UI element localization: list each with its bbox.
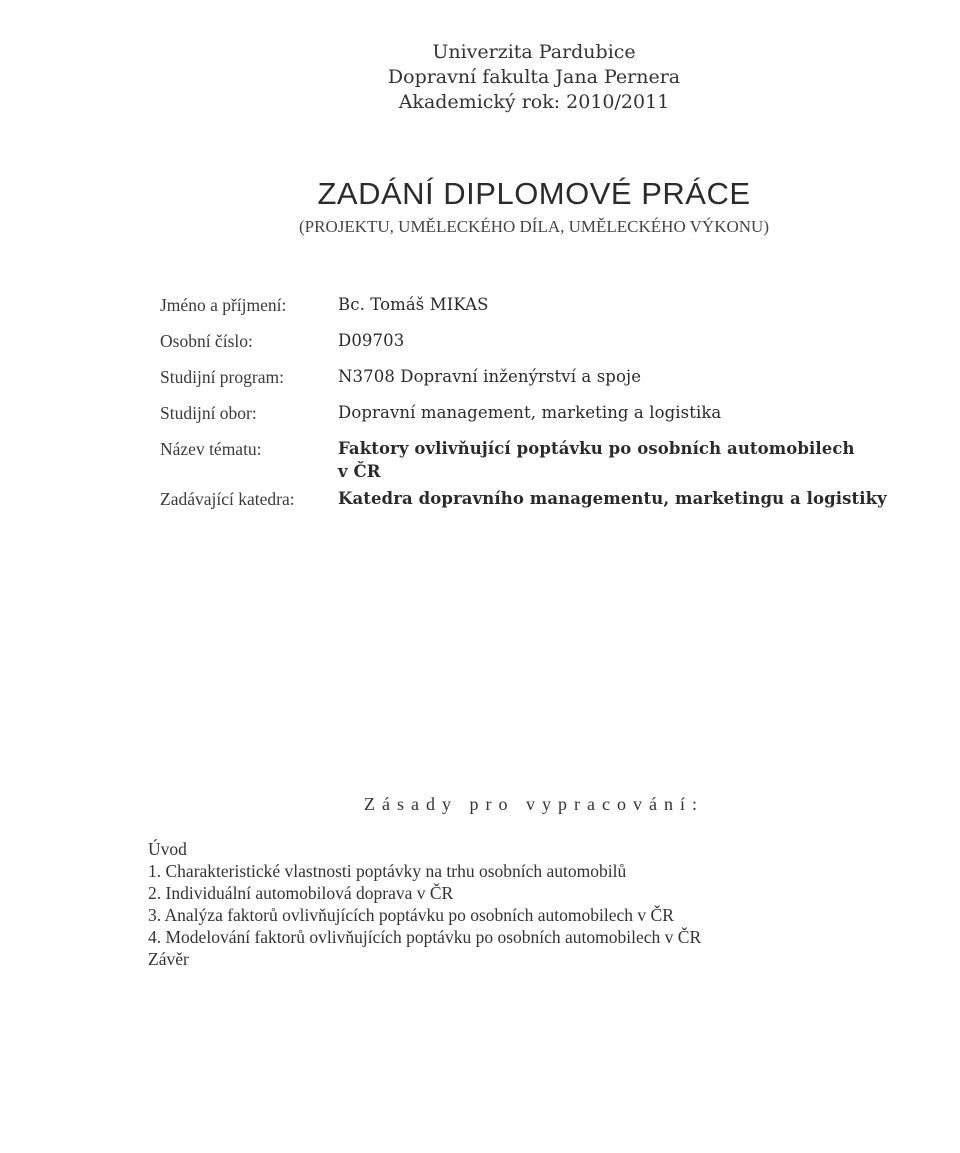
- outline-item: Závěr: [148, 949, 189, 969]
- info-row-field: [160, 400, 940, 426]
- topic-label: Název tématu:: [160, 439, 262, 459]
- principles-heading: Zásady pro vypracování:: [364, 794, 704, 814]
- student-info-table: [160, 292, 940, 522]
- info-row-name: [160, 292, 940, 318]
- document-subtitle: (PROJEKTU, UMĚLECKÉHO DÍLA, UMĚLECKÉHO VÝKONU): [299, 217, 769, 236]
- academic-year: Akademický rok: 2010/2011: [398, 91, 670, 113]
- document-header: [0, 40, 960, 115]
- field-label: Studijní obor:: [160, 403, 257, 423]
- outline-item: 3. Analýza faktorů ovlivňujících poptávku po osobních automobilech v ČR: [148, 905, 674, 925]
- info-row-topic: [160, 436, 940, 482]
- topic-value-line1: Faktory ovlivňující poptávku po osobních automobilech: [338, 439, 855, 458]
- name-label: Jméno a příjmení:: [160, 295, 287, 315]
- department-label: Zadávající katedra:: [160, 489, 295, 509]
- id-value: D09703: [338, 331, 405, 350]
- info-row-id: [160, 328, 940, 354]
- outline-item: 4. Modelování faktorů ovlivňujících poptávku po osobních automobilech v ČR: [148, 927, 702, 947]
- university-name: Univerzita Pardubice: [432, 41, 636, 63]
- faculty-name: Dopravní fakulta Jana Pernera: [387, 66, 681, 88]
- department-value: Katedra dopravního managementu, marketingu a logistiky: [338, 489, 887, 508]
- id-label: Osobní číslo:: [160, 331, 253, 351]
- name-value: Bc. Tomáš MIKAS: [338, 295, 489, 314]
- info-row-program: [160, 364, 940, 390]
- topic-value: [338, 436, 940, 482]
- program-value: N3708 Dopravní inženýrství a spoje: [338, 367, 642, 386]
- outline-item: 2. Individuální automobilová doprava v ČR: [148, 883, 454, 903]
- topic-value-line2: v ČR: [338, 462, 381, 481]
- outline-item: Úvod: [148, 839, 187, 859]
- outline-list: [148, 838, 701, 970]
- program-label: Studijní program:: [160, 367, 284, 387]
- field-value: Dopravní management, marketing a logistika: [338, 403, 722, 422]
- outline-item: 1. Charakteristické vlastnosti poptávky na trhu osobních automobilů: [148, 861, 627, 881]
- info-row-department: [160, 486, 940, 512]
- document-title: ZADÁNÍ DIPLOMOVÉ PRÁCE: [317, 176, 751, 211]
